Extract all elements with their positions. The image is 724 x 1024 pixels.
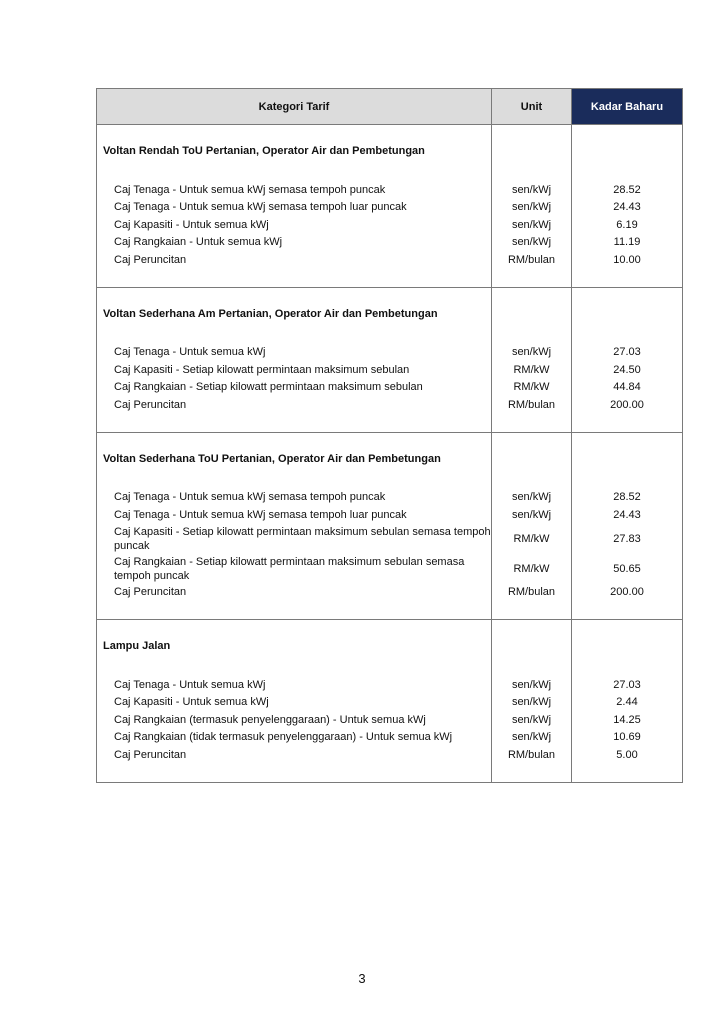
item-label: Caj Rangkaian - Untuk semua kWj	[97, 234, 492, 252]
table-row	[97, 524, 682, 554]
header-unit: Unit	[492, 89, 572, 124]
item-rate: 44.84	[613, 381, 641, 394]
item-label: Caj Kapasiti - Setiap kilowatt permintaan maksimum sebulan	[97, 361, 492, 379]
item-rate: 10.69	[613, 731, 641, 744]
item-label: Caj Peruncitan	[97, 746, 492, 764]
table-row	[97, 344, 682, 362]
table-row	[97, 676, 682, 694]
table-row	[97, 396, 682, 414]
item-label: Caj Tenaga - Untuk semua kWj	[97, 676, 492, 694]
table-row	[97, 729, 682, 747]
item-rate: 200.00	[610, 398, 644, 411]
table-header	[97, 89, 682, 125]
item-unit: RM/kW	[492, 524, 572, 554]
item-rate: 27.03	[613, 678, 641, 691]
tariff-section	[97, 288, 682, 433]
table-row	[97, 711, 682, 729]
section-title: Voltan Sederhana Am Pertanian, Operator Air dan Pembetungan	[97, 288, 492, 344]
table-row	[97, 746, 682, 764]
item-label: Caj Kapasiti - Untuk semua kWj	[97, 216, 492, 234]
item-rate: 5.00	[616, 748, 638, 761]
item-unit: RM/bulan	[492, 251, 572, 269]
table-row	[97, 489, 682, 507]
item-unit: RM/bulan	[492, 396, 572, 414]
item-label: Caj Tenaga - Untuk semua kWj semasa tempoh luar puncak	[97, 506, 492, 524]
item-label: Caj Peruncitan	[97, 584, 492, 602]
item-unit: sen/kWj	[492, 694, 572, 712]
tariff-section	[97, 620, 682, 782]
item-label: Caj Rangkaian - Setiap kilowatt permintaan maksimum sebulan semasa tempoh puncak	[97, 554, 492, 584]
item-label: Caj Rangkaian (termasuk penyelenggaraan) - Untuk semua kWj	[97, 711, 492, 729]
item-unit: RM/kW	[492, 554, 572, 584]
item-rate: 14.25	[613, 713, 641, 726]
table-row	[97, 251, 682, 269]
item-label: Caj Rangkaian (tidak termasuk penyelenggaraan) - Untuk semua kWj	[97, 729, 492, 747]
tariff-section	[97, 433, 682, 621]
item-rate: 27.83	[613, 532, 641, 545]
item-unit: sen/kWj	[492, 729, 572, 747]
item-label: Caj Peruncitan	[97, 251, 492, 269]
item-unit: sen/kWj	[492, 199, 572, 217]
item-label: Caj Tenaga - Untuk semua kWj	[97, 344, 492, 362]
table-row	[97, 199, 682, 217]
section-title: Voltan Sederhana ToU Pertanian, Operator Air dan Pembetungan	[97, 433, 492, 489]
header-kategori: Kategori Tarif	[97, 89, 492, 124]
item-label: Caj Tenaga - Untuk semua kWj semasa tempoh puncak	[97, 489, 492, 507]
table-row	[97, 181, 682, 199]
table-row	[97, 584, 682, 602]
item-unit: sen/kWj	[492, 676, 572, 694]
item-rate: 24.43	[613, 508, 641, 521]
section-title: Lampu Jalan	[97, 620, 492, 676]
item-rate: 6.19	[616, 218, 638, 231]
item-unit: sen/kWj	[492, 711, 572, 729]
page-number: 3	[358, 971, 366, 986]
table-row	[97, 361, 682, 379]
item-unit: sen/kWj	[492, 234, 572, 252]
table-row	[97, 379, 682, 397]
table-row	[97, 506, 682, 524]
tariff-section	[97, 125, 682, 288]
tariff-table	[96, 88, 683, 783]
table-row	[97, 554, 682, 584]
header-kadar: Kadar Baharu	[572, 89, 682, 124]
item-label: Caj Kapasiti - Untuk semua kWj	[97, 694, 492, 712]
item-unit: sen/kWj	[492, 506, 572, 524]
item-unit: sen/kWj	[492, 344, 572, 362]
item-label: Caj Tenaga - Untuk semua kWj semasa tempoh luar puncak	[97, 199, 492, 217]
item-rate: 50.65	[613, 562, 641, 575]
item-rate: 10.00	[613, 253, 641, 266]
item-label: Caj Tenaga - Untuk semua kWj semasa tempoh puncak	[97, 181, 492, 199]
item-unit: sen/kWj	[492, 216, 572, 234]
section-title: Voltan Rendah ToU Pertanian, Operator Air dan Pembetungan	[97, 125, 492, 181]
item-label: Caj Rangkaian - Setiap kilowatt permintaan maksimum sebulan	[97, 379, 492, 397]
item-rate: 11.19	[613, 236, 641, 249]
item-rate: 27.03	[613, 346, 641, 359]
item-unit: sen/kWj	[492, 489, 572, 507]
item-rate: 24.50	[613, 363, 641, 376]
item-rate: 200.00	[610, 586, 644, 599]
table-row	[97, 216, 682, 234]
item-unit: RM/kW	[492, 361, 572, 379]
item-unit: RM/bulan	[492, 746, 572, 764]
table-row	[97, 694, 682, 712]
item-rate: 28.52	[613, 183, 641, 196]
item-unit: sen/kWj	[492, 181, 572, 199]
item-unit: RM/bulan	[492, 584, 572, 602]
item-label: Caj Peruncitan	[97, 396, 492, 414]
table-row	[97, 234, 682, 252]
item-rate: 24.43	[613, 201, 641, 214]
item-rate: 28.52	[613, 491, 641, 504]
item-unit: RM/kW	[492, 379, 572, 397]
item-label: Caj Kapasiti - Setiap kilowatt permintaan maksimum sebulan semasa tempoh puncak	[97, 524, 492, 554]
item-rate: 2.44	[616, 696, 638, 709]
